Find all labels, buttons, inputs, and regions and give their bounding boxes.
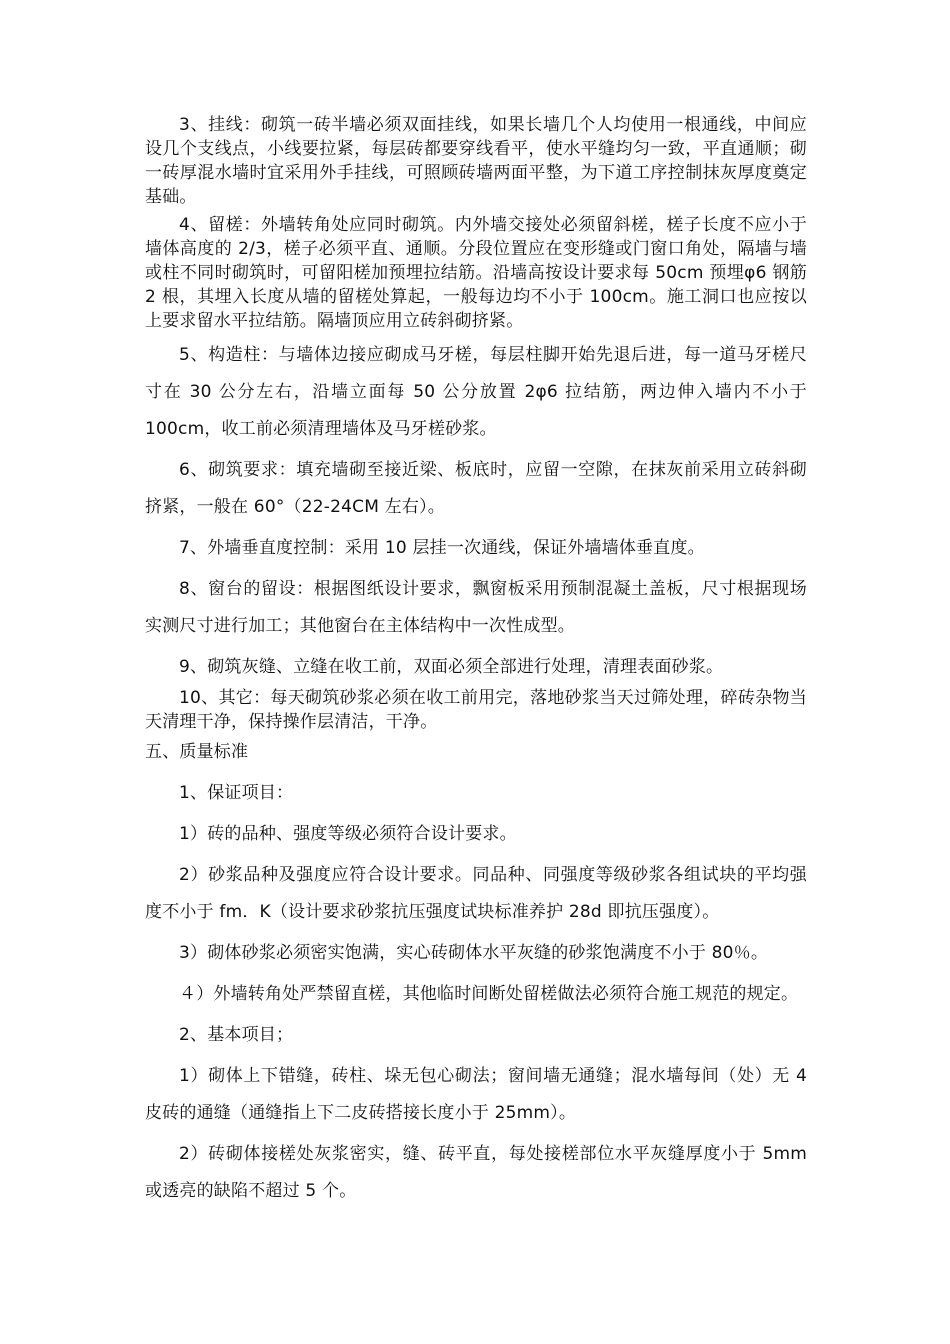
paragraph-verticality-control: 7、外墙垂直度控制：采用 10 层挂一次通线，保证外墙墙体垂直度。 — [179, 538, 705, 558]
paragraph-masonry-requirements: 6、砌筑要求：填充墙砌至接近梁、板底时，应留一空隙，在抹灰前采用立砖斜砌挤紧，一般在 60°（22-24CM 左右）。 — [145, 460, 807, 517]
paragraph-toothing-joints: 2）砖砌体接槎处灰浆密实，缝、砖平直，每处接槎部位水平灰缝厚度小于 5mm 或透亮的缺陷不超过 5 个。 — [145, 1144, 807, 1201]
paragraph-basic-items: 2、基本项目； — [179, 1025, 294, 1045]
paragraph-other: 10、其它：每天砌筑砂浆必须在收工前用完，落地砂浆当天过筛处理，碎砖杂物当天清理干净，保持操作层清洁，干净。 — [145, 688, 807, 732]
paragraph-hanging-line: 3、挂线：砌筑一砖半墙必须双面挂线，如果长墙几个人均使用一根通线，中间应设几个支线点，小线要拉紧，每层砖都要穿线看平，使水平缝均匀一致，平直通顺；砌一砖厚混水墙时宜采用外手挂线，可照顾砖墙两面平整，为下道工序控制抹灰厚度奠定基础。 — [145, 115, 807, 207]
paragraph-mortar-strength: 2）砂浆品种及强度应符合设计要求。同品种、同强度等级砂浆各组试块的平均强度不小于 fm．K（设计要求砂浆抗压强度试块标准养护 28d 即抗压强度）。 — [145, 865, 807, 922]
paragraph-toothing: 4、留槎：外墙转角处应同时砌筑。内外墙交接处必须留斜槎，槎子长度不应小于墙体高度的 2/3，槎子必须平直、通顺。分段位置应在变形缝或门窗口角处，隔墙与墙或柱不同时砌筑时，可留阳槎加预埋拉结筋。沿墙高按设计要求每 50cm 预埋φ6 钢筋 2 根，其埋入长度从墙的留槎处算起，一般每边均不小于 100cm。施工洞口也应按以上要求留水平拉结筋。隔墙顶应用立砖斜砌挤紧。 — [145, 215, 807, 331]
paragraph-windowsill: 8、窗台的留设：根据图纸设计要求，飘窗板采用预制混凝土盖板，尺寸根据现场实测尺寸进行加工；其他窗台在主体结构中一次性成型。 — [145, 579, 807, 636]
paragraph-staggered-joints: 1）砌体上下错缝，砖柱、垛无包心砌法；窗间墙无通缝；混水墙每间（处）无 4 皮砖的通缝（通缝指上下二皮砖搭接长度小于 25mm）。 — [145, 1066, 807, 1123]
paragraph-brick-grade: 1）砖的品种、强度等级必须符合设计要求。 — [179, 824, 517, 844]
paragraph-joints: 9、砌筑灰缝、立缝在收工前，双面必须全部进行处理，清理表面砂浆。 — [179, 657, 724, 677]
paragraph-mortar-fullness: 3）砌体砂浆必须密实饱满，实心砖砌体水平灰缝的砂浆饱满度不小于 80％。 — [179, 943, 769, 963]
document-body — [145, 113, 807, 1210]
section-heading-quality-standards: 五、质量标准 — [145, 742, 249, 762]
paragraph-structural-column: 5、构造柱：与墙体边接应砌成马牙槎，每层柱脚开始先退后进，每一道马牙槎尺寸在 30 公分左右，沿墙立面每 50 公分放置 2φ6 拉结筋，两边伸入墙内不小于 100cm，收工前必须清理墙体及马牙槎砂浆。 — [145, 345, 807, 439]
paragraph-corner-toothing: ４）外墙转角处严禁留直槎，其他临时间断处留槎做法必须符合施工规范的规定。 — [179, 984, 799, 1004]
paragraph-guaranteed-items: 1、保证项目： — [179, 783, 294, 803]
